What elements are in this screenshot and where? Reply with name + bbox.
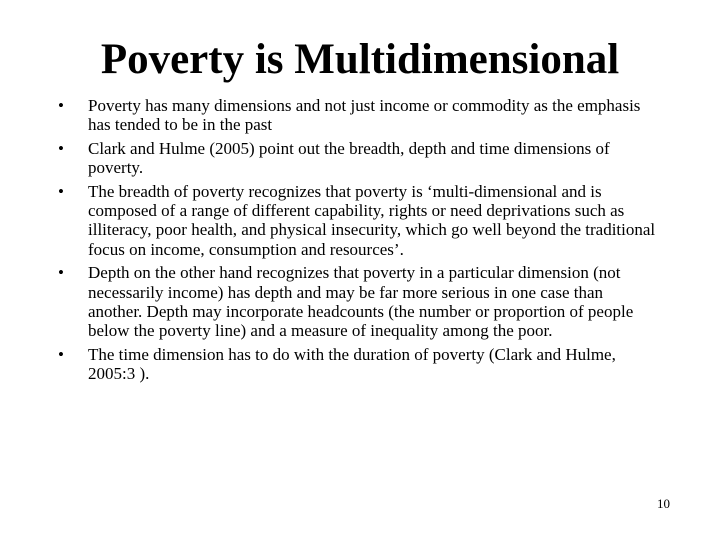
bullet-text: Clark and Hulme (2005) point out the breadth, depth and time dimensions of poverty.: [88, 138, 610, 178]
bullet-icon: •: [58, 344, 64, 364]
bullet-item: [58, 96, 658, 135]
slide-title: Poverty is Multidimensional: [100, 36, 620, 83]
bullet-text: Depth on the other hand recognizes that poverty in a particular dimension (not necessarily income) has depth and may be far more serious in one case than another. Depth may incorporate headcounts (the number or proportion of people below the poverty line) and a measure of inequality among the poor.: [88, 263, 634, 341]
bullet-icon: •: [58, 96, 64, 115]
bullet-list: [58, 96, 658, 388]
page-number: 10: [657, 496, 670, 511]
bullet-text: The breadth of poverty recognizes that poverty is ‘multi-dimensional and is composed of a range of different capability, rights or need deprivations such as illiteracy, poor health, and physical insecurity, which go well beyond the traditional focus on income, consumption and resources’.: [88, 181, 656, 259]
bullet-item: [58, 345, 658, 384]
bullet-icon: •: [58, 181, 64, 201]
bullet-text: The time dimension has to do with the duration of poverty (Clark and Hulme, 2005:3 ).: [88, 344, 616, 384]
bullet-item: [58, 139, 658, 178]
bullet-item: [58, 263, 658, 341]
bullet-item: [58, 182, 658, 260]
bullet-icon: •: [58, 138, 64, 158]
bullet-text: Poverty has many dimensions and not just income or commodity as the emphasis has tended to be in the past: [88, 96, 641, 135]
bullet-icon: •: [58, 263, 64, 283]
